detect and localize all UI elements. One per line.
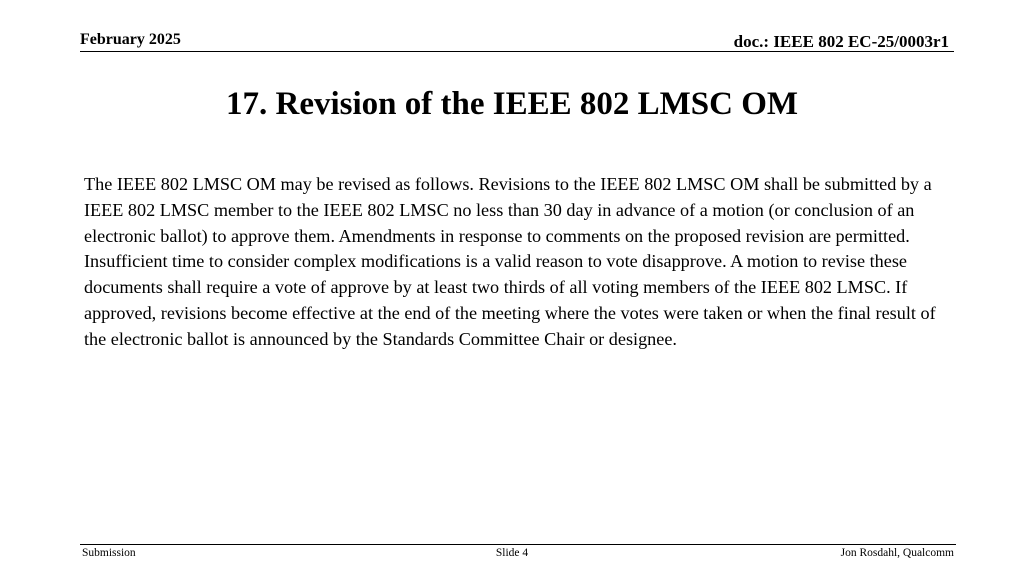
header-doc-id: doc.: IEEE 802 EC-25/0003r1: [733, 32, 949, 51]
footer-author: Jon Rosdahl, Qualcomm: [840, 547, 954, 559]
header-divider: [80, 51, 954, 52]
footer-slide-number: Slide 4: [495, 547, 529, 559]
header-date: February 2025: [80, 31, 181, 48]
footer-submission: Submission: [82, 547, 136, 559]
slide-title: 17. Revision of the IEEE 802 LMSC OM: [225, 86, 799, 122]
footer-divider: [80, 544, 956, 545]
slide-body-text: The IEEE 802 LMSC OM may be revised as follows. Revisions to the IEEE 802 LMSC OM shall be submitted by a IEEE 802 LMSC member to the IEEE 802 LMSC no less than 30 day in advance of a motion (or conclusion of an electronic ballot) to approve them. Amendments in response to comments on the proposed revision are permitted. Insufficient time to consider complex modifications is a valid reason to vote disapprove. A motion to revise these documents shall require a vote of approve by at least two thirds of all voting members of the IEEE 802 LMSC. If approved, revisions become effective at the end of the meeting where the votes were taken or when the final result of the electronic ballot is announced by the Standards Committee Chair or designee.: [84, 174, 936, 349]
